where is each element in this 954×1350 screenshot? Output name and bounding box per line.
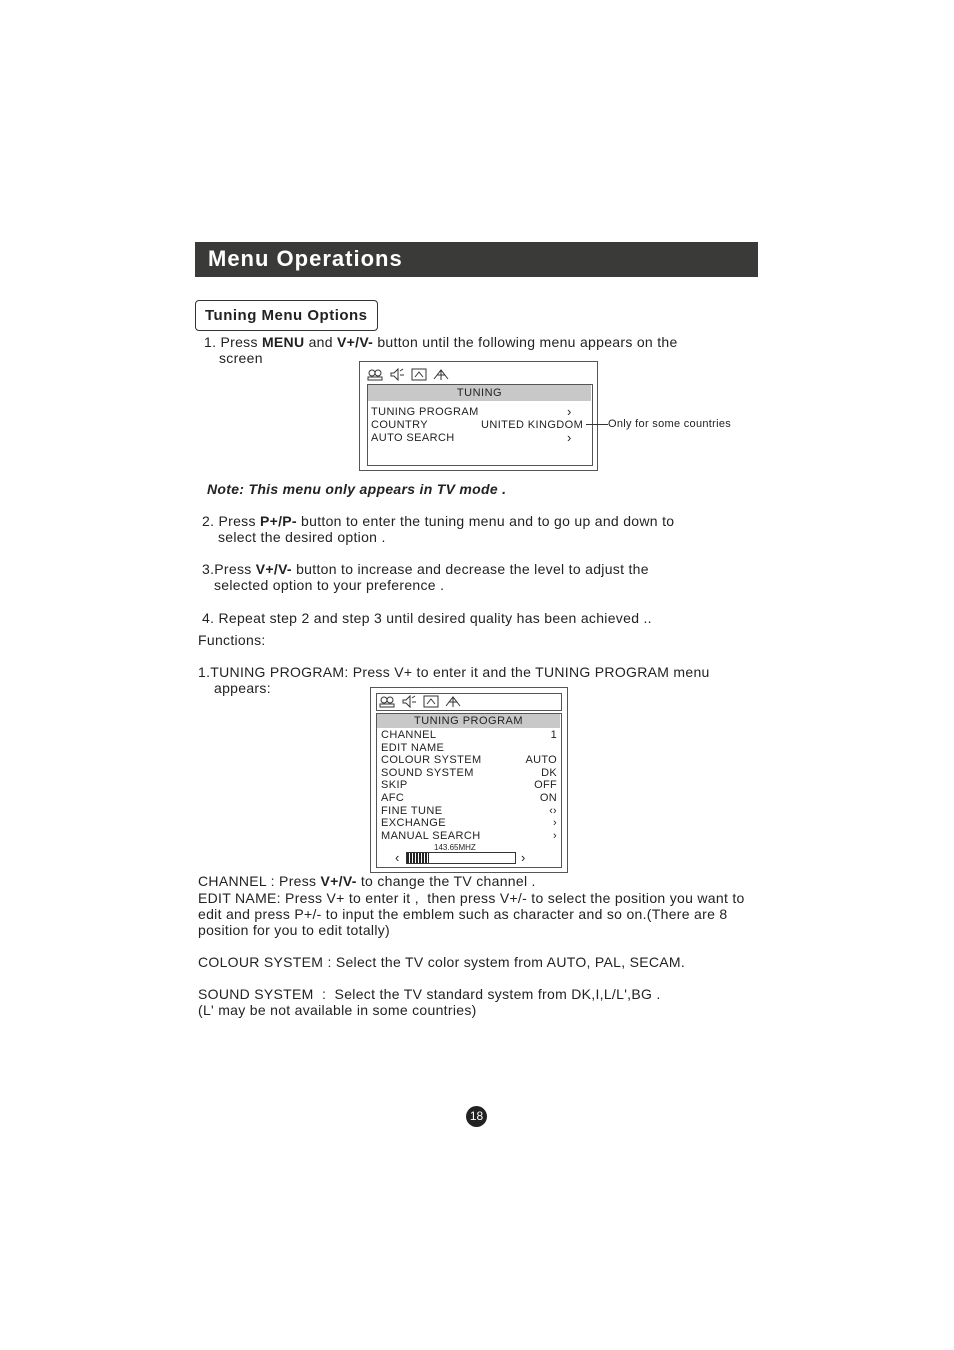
function-1-line-2: appears: [214, 680, 271, 696]
step-4-line: 4. Repeat step 2 and step 3 until desired quality has been achieved .. [202, 610, 652, 626]
sound-system-description-2: (L' may be not available in some countries) [198, 1002, 477, 1018]
menu-icon-bar [379, 695, 461, 708]
function-1-line: 1.TUNING PROGRAM: Press V+ to enter it and the TUNING PROGRAM menu [198, 664, 710, 680]
menu-row-label: COUNTRY [371, 419, 428, 431]
callout-text: Only for some countries [608, 418, 732, 430]
menu-row-value: 1 [550, 729, 557, 741]
sound-icon [389, 368, 405, 381]
menu-row-value: DK [541, 766, 557, 779]
menu-row-value: › [553, 817, 557, 830]
menu-row-label: AFC [381, 792, 405, 804]
menu-row-label: SKIP [381, 779, 408, 792]
menu-row-value: › [553, 829, 557, 842]
page-number: 18 [466, 1106, 487, 1127]
menu-row-label: AUTO SEARCH [371, 432, 455, 444]
tuning-icon [433, 368, 449, 381]
menu-row-label: TUNING PROGRAM [371, 406, 479, 418]
frequency-readout: 143.65MHZ [434, 843, 476, 852]
step-1-line-2: screen [219, 350, 263, 366]
tuning-icon [445, 695, 461, 708]
edit-name-description: EDIT NAME: Press V+ to enter it , then press V+/- to select the position you want to [198, 890, 745, 906]
callout-line [586, 424, 608, 425]
menu-row-value: ‹› [549, 804, 557, 817]
step-1-line: 1. Press MENU and V+/V- button until the following menu appears on the [204, 334, 678, 350]
tuning-program-menu-screen [370, 687, 568, 873]
step-2-line-2: select the desired option . [218, 529, 386, 545]
menu-row-label: EDIT NAME [381, 741, 445, 754]
picture-icon [367, 368, 383, 381]
search-progress-bar [406, 852, 516, 864]
sound-icon [401, 695, 417, 708]
chevron-right-icon: › [567, 430, 572, 445]
colour-system-description: COLOUR SYSTEM : Select the TV color system from AUTO, PAL, SECAM. [198, 954, 686, 970]
menu-row-value: ON [539, 792, 557, 804]
chevron-left-icon: ‹ [395, 850, 400, 865]
menu-row-value: OFF [534, 779, 557, 792]
menu-row-label: CHANNEL [381, 729, 437, 741]
menu-row-label: MANUAL SEARCH [381, 829, 481, 842]
edit-name-description-3: position for you to edit totally) [198, 922, 390, 938]
menu-heading: TUNING PROGRAM [377, 714, 560, 728]
edit-name-description-2: edit and press P+/- to input the emblem such as character and so on.(There are 8 [198, 906, 728, 922]
display-icon [411, 368, 427, 381]
menu-icon-bar [367, 368, 449, 381]
menu-row-value: AUTO [525, 754, 557, 767]
menu-row-label: FINE TUNE [381, 804, 443, 817]
step-2-line: 2. Press P+/P- button to enter the tuning menu and to go up and down to [202, 513, 675, 529]
step-3-line: 3.Press V+/V- button to increase and decrease the level to adjust the [202, 561, 649, 577]
functions-label: Functions: [198, 632, 266, 648]
note-text: Note: This menu only appears in TV mode . [207, 481, 507, 497]
display-icon [423, 695, 439, 708]
menu-row-value: UNITED KINGDOM [481, 419, 584, 431]
channel-description: CHANNEL : Press V+/V- to change the TV channel . [198, 873, 536, 889]
chevron-right-icon: › [567, 404, 572, 419]
tuning-menu-screen [359, 361, 598, 471]
section-header-bar [195, 242, 758, 277]
menu-row-label: EXCHANGE [381, 817, 446, 830]
menu-row-label: COLOUR SYSTEM [381, 754, 482, 767]
picture-icon [379, 695, 395, 708]
step-3-line-2: selected option to your preference . [214, 577, 445, 593]
page-title: Menu Operations [208, 246, 403, 271]
sound-system-description: SOUND SYSTEM : Select the TV standard system from DK,I,L/L',BG . [198, 986, 661, 1002]
section-title: Tuning Menu Options [195, 300, 378, 331]
chevron-right-icon: › [521, 850, 526, 865]
menu-row-label: SOUND SYSTEM [381, 766, 474, 779]
menu-heading: TUNING [368, 385, 591, 401]
